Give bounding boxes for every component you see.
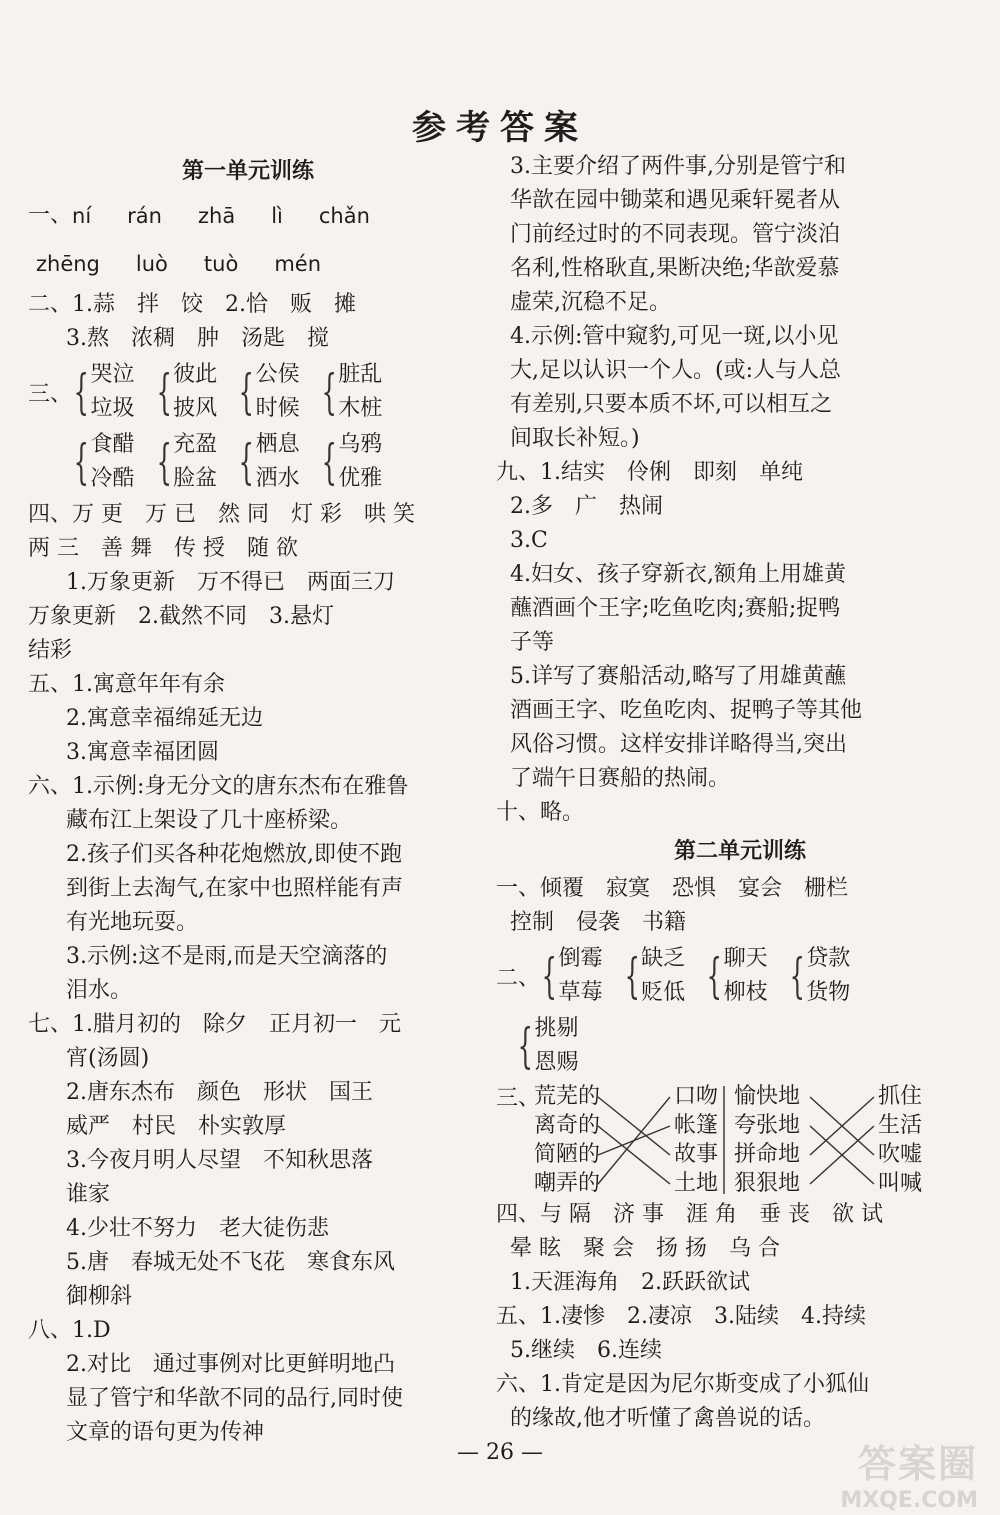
brace-icon: { xyxy=(73,434,89,490)
answer-line: 酒画王字、吃鱼吃肉、捉鸭子等其他 xyxy=(510,698,863,723)
word: 木桩 xyxy=(338,396,383,421)
word: 栖息 xyxy=(255,432,300,457)
answer-line: 了端午日赛船的热闹。 xyxy=(510,766,731,791)
match-noun-column xyxy=(674,1082,718,1198)
answer-line: 3.寓意幸福团圆 xyxy=(66,740,219,765)
adjective: 简陋的 xyxy=(534,1142,601,1167)
answer-line: 1.天涯海角 2.跃跃欲试 xyxy=(510,1270,750,1295)
unit1-section3-row1 xyxy=(28,358,468,426)
word: 脏乱 xyxy=(338,362,383,387)
pinyin: chǎn xyxy=(318,204,370,228)
section-label: 三、 xyxy=(496,1086,541,1111)
answer-line: 控制 侵袭 书籍 xyxy=(510,910,687,935)
watermark-logo: 答案圈 xyxy=(857,1442,978,1486)
word-pair xyxy=(534,942,603,1010)
word-pair xyxy=(314,428,383,496)
page-number: — 26 — xyxy=(457,1440,543,1465)
unit2-heading: 第二单元训练 xyxy=(673,838,806,864)
adverb: 狠狠地 xyxy=(734,1171,801,1196)
answer-line: 大,足以认识一个人。(或:人与人总 xyxy=(510,358,841,383)
right-column xyxy=(496,150,970,1436)
word: 充盈 xyxy=(173,432,218,457)
answer-line: 到街上去淘气,在家中也照样能有声 xyxy=(66,876,403,901)
unit2-section2-row2 xyxy=(510,1012,970,1080)
word: 贷款 xyxy=(806,946,851,971)
answer-line: 六、1.肯定是因为尼尔斯变成了小狐仙 xyxy=(496,1372,869,1397)
answer-line: 门前经过时的不同表现。管宁淡泊 xyxy=(510,222,841,247)
noun: 故事 xyxy=(674,1142,719,1167)
answer-line: 2.对比 通过事例对比更鲜明地凸 xyxy=(66,1352,395,1377)
unit2-section2-row1 xyxy=(496,942,970,1010)
answer-line: 3.示例:这不是雨,而是天空滴落的 xyxy=(66,944,388,969)
word-pair xyxy=(149,358,218,426)
pinyin: rán xyxy=(127,204,162,228)
pinyin-row-1 xyxy=(72,192,370,240)
match-verb-column xyxy=(878,1082,922,1198)
word: 聊天 xyxy=(723,946,768,971)
pinyin: zhā xyxy=(197,204,236,228)
answer-line: 威严 村民 朴实敦厚 xyxy=(66,1114,287,1139)
word: 披风 xyxy=(173,396,218,421)
verb: 生活 xyxy=(878,1113,923,1138)
brace-icon: { xyxy=(156,364,172,420)
unit1-heading: 第一单元训练 xyxy=(181,158,314,184)
answer-line: 名利,性格耿直,果断决绝;华歆爱慕 xyxy=(510,256,840,281)
answer-line: 5.继续 6.连续 xyxy=(510,1338,662,1363)
answer-line: 4.示例:管中窥豹,可见一斑,以小见 xyxy=(510,324,839,349)
answer-line: 3.主要介绍了两件事,分别是管宁和 xyxy=(510,154,846,179)
answer-line: 五、1.凄惨 2.凄凉 3.陆续 4.持续 xyxy=(496,1304,866,1329)
word-pair xyxy=(510,1012,579,1080)
answer-line: 5.唐 春城无处不飞花 寒食东风 xyxy=(66,1250,395,1275)
answer-line: 蘸酒画个王字;吃鱼吃肉;赛船;捉鸭 xyxy=(510,596,841,621)
answer-line: 有光地玩耍。 xyxy=(66,910,199,935)
answer-line: 5.详写了赛船活动,略写了用雄黄蘸 xyxy=(510,664,846,689)
noun: 口吻 xyxy=(674,1084,719,1109)
word-pair xyxy=(231,428,300,496)
answer-line: 间取长补短。) xyxy=(510,426,640,451)
brace-icon: { xyxy=(789,948,805,1004)
answer-line: 3.熬 浓稠 肿 汤匙 搅 xyxy=(66,326,329,351)
answer-line: 四、与 隔 济 事 涯 角 垂 丧 欲 试 xyxy=(496,1202,883,1227)
answer-line: 结彩 xyxy=(28,638,73,663)
section-label: 一、 xyxy=(28,203,73,228)
word-pair xyxy=(149,428,218,496)
brace-icon: { xyxy=(238,434,255,490)
answer-line: 1.万象更新 万不得已 两面三刀 xyxy=(66,570,395,595)
pinyin: luò xyxy=(135,252,168,276)
word-pair xyxy=(66,428,135,496)
word: 公侯 xyxy=(255,362,300,387)
answer-line: 谁家 xyxy=(66,1182,111,1207)
brace-icon: { xyxy=(541,948,557,1004)
brace-icon: { xyxy=(321,434,337,490)
answer-line: 2.孩子们买各种花炮燃放,即使不跑 xyxy=(66,842,402,867)
answer-line: 九、1.结实 伶俐 即刻 单纯 xyxy=(496,460,803,485)
adverb: 夸张地 xyxy=(734,1113,801,1138)
answer-line: 八、1.D xyxy=(28,1318,111,1343)
match-left-column xyxy=(534,1082,600,1198)
brace-icon: { xyxy=(238,364,255,420)
word: 垃圾 xyxy=(90,396,135,421)
answer-line: 五、1.寓意年年有余 xyxy=(28,672,225,697)
adjective: 离奇的 xyxy=(534,1113,601,1138)
section-label: 三、 xyxy=(28,381,73,407)
answer-line: 二、1.蒜 拌 饺 2.恰 贩 摊 xyxy=(28,292,356,317)
answer-line: 晕 眩 聚 会 扬 扬 乌 合 xyxy=(510,1236,780,1261)
answer-line: 2.唐东杰布 颜色 形状 国王 xyxy=(66,1080,373,1105)
answer-line: 4.妇女、孩子穿新衣,额角上用雄黄 xyxy=(510,562,846,587)
word: 柳枝 xyxy=(723,980,768,1005)
adverb: 愉快地 xyxy=(734,1084,801,1109)
word: 时候 xyxy=(255,396,300,421)
word: 挑剔 xyxy=(534,1016,579,1041)
word-pair xyxy=(782,942,851,1010)
answer-line: 3.今夜月明人尽望 不知秋思落 xyxy=(66,1148,373,1173)
word-pair xyxy=(314,358,383,426)
answer-line: 风俗习惯。这样安排详略得当,突出 xyxy=(510,732,847,757)
answer-line: 御柳斜 xyxy=(66,1284,133,1309)
answer-line: 4.少壮不努力 老大徒伤悲 xyxy=(66,1216,329,1241)
word: 缺乏 xyxy=(641,946,686,971)
word: 脸盆 xyxy=(173,466,218,491)
answer-line: 子等 xyxy=(510,630,555,655)
answer-line: 2.寓意幸福绵延无边 xyxy=(66,706,263,731)
word-pair xyxy=(66,358,135,426)
word: 货物 xyxy=(806,980,851,1005)
answer-line: 十、略。 xyxy=(496,800,585,825)
pinyin: ní xyxy=(72,204,92,228)
answer-line: 四、万 更 万 已 然 同 灯 彩 哄 笑 xyxy=(28,502,415,527)
answer-line: 六、1.示例:身无分文的唐东杰布在雅鲁 xyxy=(28,774,409,799)
answer-line: 华歆在园中锄菜和遇见乘轩冕者从 xyxy=(510,188,841,213)
adjective: 嘲弄的 xyxy=(534,1171,601,1196)
answer-line: 万象更新 2.截然不同 3.悬灯 xyxy=(28,604,334,629)
noun: 帐篷 xyxy=(674,1113,719,1138)
brace-icon: { xyxy=(321,364,337,420)
word: 贬低 xyxy=(641,980,686,1005)
brace-icon: { xyxy=(156,434,172,490)
word: 冷酷 xyxy=(90,466,135,491)
answer-line: 虚荣,沉稳不足。 xyxy=(510,290,671,315)
word-pair xyxy=(699,942,768,1010)
word: 乌鸦 xyxy=(338,432,383,457)
section-label: 二、 xyxy=(496,965,541,991)
word: 草莓 xyxy=(558,980,603,1005)
pinyin: tuò xyxy=(203,252,239,276)
answer-line: 一、倾覆 寂寞 恐惧 宴会 栅栏 xyxy=(496,876,849,901)
unit1-section3-row2 xyxy=(28,428,468,496)
answer-line: 泪水。 xyxy=(66,978,133,1003)
word-pair xyxy=(231,358,300,426)
word: 哭泣 xyxy=(90,362,135,387)
unit2-section3 xyxy=(496,1082,970,1198)
match-adverb-column xyxy=(734,1082,800,1198)
word: 食醋 xyxy=(90,432,135,457)
page-title: 参考答案 xyxy=(412,108,588,148)
brace-icon: { xyxy=(706,948,723,1004)
word: 优雅 xyxy=(338,466,383,491)
answer-line: 3.C xyxy=(510,528,548,553)
pinyin: lì xyxy=(271,204,283,228)
brace-icon: { xyxy=(517,1018,533,1074)
noun: 土地 xyxy=(674,1171,719,1196)
verb: 吹嘘 xyxy=(878,1142,923,1167)
pinyin: mén xyxy=(274,252,321,276)
answer-line: 的缘故,他才听懂了禽兽说的话。 xyxy=(510,1406,825,1431)
brace-icon: { xyxy=(73,364,89,420)
unit1-section1 xyxy=(28,192,468,240)
answer-line: 显了管宁和华歆不同的品行,同时使 xyxy=(66,1386,403,1411)
answer-line: 2.多 广 热闹 xyxy=(510,494,663,519)
pinyin-row-2 xyxy=(28,240,468,288)
verb: 抓住 xyxy=(878,1084,923,1109)
word: 洒水 xyxy=(255,466,300,491)
answer-line: 两 三 善 舞 传 授 随 欲 xyxy=(28,536,298,561)
word: 倒霉 xyxy=(558,946,603,971)
matching-exercise xyxy=(534,1082,954,1198)
answer-line: 藏布江上架设了几十座桥梁。 xyxy=(66,808,353,833)
brace-icon: { xyxy=(624,948,640,1004)
site-watermark xyxy=(778,1433,978,1513)
adverb: 拼命地 xyxy=(734,1142,801,1167)
watermark-site: MXQE.COM xyxy=(840,1488,978,1513)
word: 恩赐 xyxy=(534,1050,579,1075)
answer-line: 文章的语句更为传神 xyxy=(66,1420,265,1445)
answer-line: 宵(汤圆) xyxy=(66,1046,150,1071)
answer-line: 七、1.腊月初的 除夕 正月初一 元 xyxy=(28,1012,401,1037)
word-pair xyxy=(617,942,686,1010)
adjective: 荒芜的 xyxy=(534,1084,601,1109)
word: 彼此 xyxy=(173,362,218,387)
pinyin: zhēng xyxy=(36,252,100,276)
verb: 叫喊 xyxy=(878,1171,923,1196)
left-column xyxy=(28,150,468,1450)
answer-line: 有差别,只要本质不坏,可以相互之 xyxy=(510,392,832,417)
